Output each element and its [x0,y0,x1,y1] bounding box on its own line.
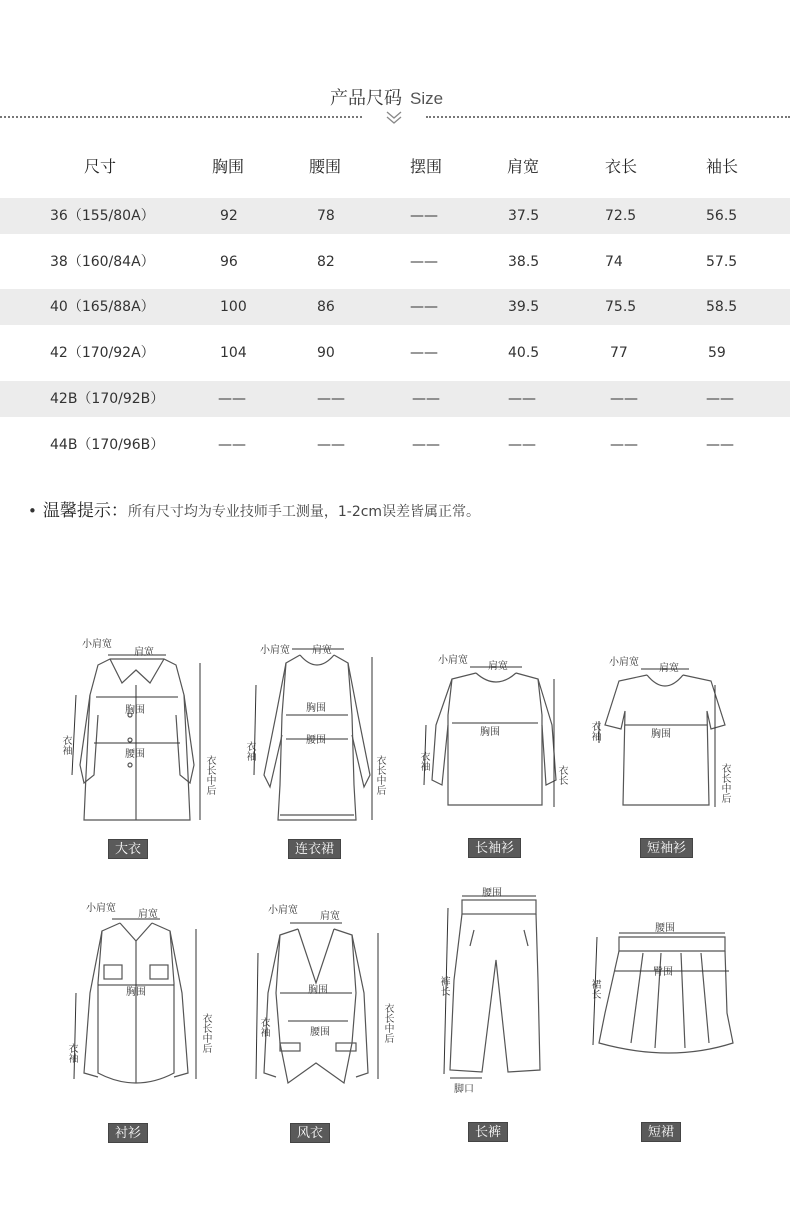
diagram-coat [50,625,220,855]
garment-label: 长袖衫 [468,838,521,858]
label-sleeve: 衣袖 [258,1017,269,1037]
label-small-shoulder: 小肩宽 [260,645,290,656]
cell-length: 75.5 [605,299,637,315]
label-length: 衣长 [556,765,567,785]
label-sleeve: 衣袖 [66,1043,77,1063]
cell-sleeve: 56.5 [706,208,738,224]
cell-length: —— [610,391,638,407]
title-zh: 产品尺码 [330,88,402,109]
cell-shoulder: —— [508,391,536,407]
garment-label: 连衣裙 [288,839,341,859]
header-waist: 腰围 [309,157,342,176]
cell-length: —— [610,437,638,453]
dotted-divider-right [426,116,790,118]
cell-sleeve: —— [706,391,734,407]
cell-length: 74 [605,254,623,270]
label-small-shoulder: 小肩宽 [609,657,639,668]
cell-length: 77 [610,345,628,361]
garment-label: 大衣 [108,839,148,859]
cell-sleeve: 58.5 [706,299,738,315]
label-shoulder: 肩宽 [134,647,154,658]
cell-shoulder: 40.5 [508,345,540,361]
cell-chest: 96 [220,254,238,270]
diagram-long-sleeve [412,625,582,855]
label-chest: 胸围 [651,729,671,740]
label-shoulder: 肩宽 [659,663,679,674]
label-sleeve: 衣袖 [589,721,600,741]
label-waist: 腰围 [306,735,326,746]
diagram-trousers [412,880,582,1140]
header-hem: 摆围 [410,157,443,176]
cell-shoulder: 39.5 [508,299,540,315]
label-length: 衣长中后 [719,763,730,803]
label-sleeve: 衣袖 [418,751,429,771]
cell-chest: 100 [220,299,247,315]
garment-label: 风衣 [290,1123,330,1143]
label-length: 衣长中后 [382,1003,393,1043]
label-chest: 胸围 [125,705,145,716]
label-length: 裙长 [589,979,600,999]
label-length: 衣长中后 [374,755,385,795]
label-shoulder: 肩宽 [138,909,158,920]
label-shoulder: 肩宽 [488,661,508,672]
label-small-shoulder: 小肩宽 [86,903,116,914]
cell-waist: 82 [317,254,335,270]
table-row [0,381,790,417]
cell-chest: 104 [220,345,247,361]
tip-text: 所有尺寸均为专业技师手工测量，1-2cm误差皆属正常。 [127,504,481,520]
cell-waist: —— [317,437,345,453]
diagram-trench [232,893,402,1141]
table-row [0,335,790,371]
shirt-icon [50,893,220,1123]
cell-chest: —— [218,391,246,407]
cell-shoulder: 38.5 [508,254,540,270]
title-en: Size [410,89,444,108]
header-chest: 胸围 [212,157,245,176]
dotted-divider-left [0,116,362,118]
tip-label: 温馨提示： [42,501,128,521]
cell-size: 38（160/84A） [50,254,155,270]
header-sleeve: 袖长 [706,157,739,176]
cell-hem: —— [412,437,440,453]
label-sleeve: 衣袖 [60,735,71,755]
cell-hem: —— [410,254,438,270]
label-small-shoulder: 小肩宽 [438,655,468,666]
cell-shoulder: 37.5 [508,208,540,224]
chevron-down-icon [385,108,403,126]
label-length: 衣长中后 [204,755,215,795]
trench-icon [232,893,402,1123]
cell-size: 42（170/92A） [50,345,155,361]
tip-bullet: • [28,502,37,520]
label-chest: 胸围 [308,985,328,996]
label-sleeve: 衣袖 [244,741,255,761]
label-small-shoulder: 小肩宽 [268,905,298,916]
title-text [330,84,443,110]
cell-waist: 90 [317,345,335,361]
label-waist: 腰围 [310,1027,330,1038]
label-waist: 腰围 [482,888,502,899]
table-row [0,244,790,280]
cell-chest: 92 [220,208,238,224]
label-length: 衣长中后 [200,1013,211,1053]
cell-shoulder: —— [508,437,536,453]
label-chest: 胸围 [480,727,500,738]
label-waist: 腰围 [655,923,675,934]
cell-size: 36（155/80A） [50,208,155,224]
table-row [0,427,790,463]
table-header [0,149,790,185]
diagram-dress [232,625,402,855]
label-hem: 脚口 [454,1084,474,1095]
cell-sleeve: —— [706,437,734,453]
header-size: 尺寸 [84,157,117,176]
coat-icon [50,625,220,855]
diagram-shirt [50,893,220,1141]
label-waist: 腰围 [125,749,145,760]
cell-sleeve: 57.5 [706,254,738,270]
cell-hem: —— [410,208,438,224]
label-chest: 胸围 [126,987,146,998]
diagram-short-sleeve [585,625,755,855]
cell-chest: —— [218,437,246,453]
table-row [0,289,790,325]
label-chest: 胸围 [306,703,326,714]
garment-label: 长裤 [468,1122,508,1142]
label-small-shoulder: 小肩宽 [82,639,112,650]
cell-waist: 78 [317,208,335,224]
cell-waist: 86 [317,299,335,315]
garment-label: 衬衫 [108,1123,148,1143]
table-row [0,198,790,234]
cell-hem: —— [410,299,438,315]
section-title [0,80,790,130]
cell-hem: —— [412,391,440,407]
cell-length: 72.5 [605,208,637,224]
cell-sleeve: 59 [708,345,726,361]
header-shoulder: 肩宽 [507,157,540,176]
garment-label: 短袖衫 [640,838,693,858]
header-length: 衣长 [605,157,638,176]
cell-hem: —— [410,345,438,361]
label-shoulder: 肩宽 [312,645,332,656]
cell-size: 44B（170/96B） [50,437,165,453]
label-shoulder: 肩宽 [320,911,340,922]
diagram-skirt [585,893,755,1140]
garment-label: 短裙 [641,1122,681,1142]
measurement-tip [28,496,480,521]
cell-waist: —— [317,391,345,407]
label-length: 裤长 [438,976,449,996]
cell-size: 42B（170/92B） [50,391,165,407]
cell-size: 40（165/88A） [50,299,155,315]
label-hip: 臀围 [653,967,673,978]
